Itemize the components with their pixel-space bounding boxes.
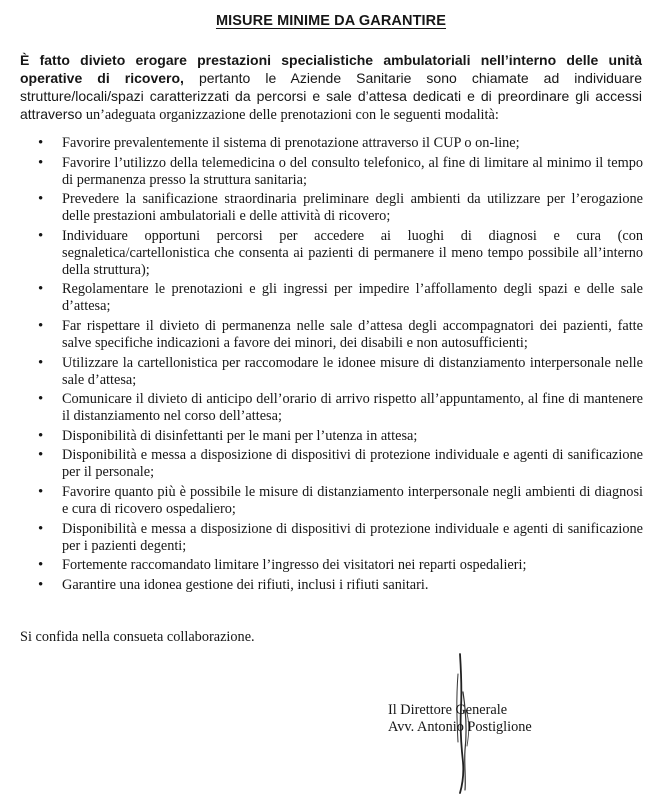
list-item: • Comunicare il divieto di anticipo dell’orario di arrivo rispetto all’appuntamento, al fine di mantenere il distanziamento nel corso dell’attesa;: [38, 391, 643, 425]
signatory-role: Il Direttore Generale: [388, 702, 508, 718]
closing-line: Si confida nella consueta collaborazione.: [20, 629, 255, 645]
list-item: • Favorire prevalentemente il sistema di prenotazione attraverso il CUP o on-line;: [38, 135, 643, 152]
intro-serif-text: un’adeguata organizzazione delle prenotazioni con le seguenti modalità:: [82, 107, 499, 123]
list-item: • Favorire l’utilizzo della telemedicina o del consulto telefonico, al fine di limitare al minimo il tempo di permanenza presso la struttura sanitaria;: [38, 155, 643, 189]
signatory-name: Avv. Antonio Postiglione: [388, 719, 532, 735]
document-title-text: MISURE MINIME DA GARANTIRE: [215, 13, 447, 29]
list-item: • Far rispettare il divieto di permanenza nelle sale d’attesa degli accompagnatori dei pazienti, fatte salve specifiche indicazioni a favore dei minori, dei disabili e non autosufficienti;: [38, 318, 643, 352]
list-item: • Garantire una idonea gestione dei rifiuti, inclusi i rifiuti sanitari.: [38, 577, 643, 594]
list-item: • Fortemente raccomandato limitare l’ingresso dei visitatori nei reparti ospedalieri;: [38, 557, 643, 574]
document-title: [0, 13, 662, 29]
list-item: • Regolamentare le prenotazioni e gli ingressi per impedire l’affollamento degli spazi e delle sale d’attesa;: [38, 281, 643, 315]
list-item: • Individuare opportuni percorsi per accedere ai luoghi di diagnosi e cura (con segnaletica/cartellonistica che consenta ai pazienti di permanere il meno tempo possibile all’interno della struttura);: [38, 228, 643, 279]
list-item: • Disponibilità di disinfettanti per le mani per l’utenza in attesa;: [38, 428, 643, 445]
intro-bold-text: È fatto divieto erogare prestazioni specialistiche ambulatoriali nell’interno delle unità operative di ricovero,: [20, 52, 642, 86]
list-item: • Disponibilità e messa a disposizione di dispositivi di protezione individuale e agenti di sanificazione per i pazienti degenti;: [38, 521, 643, 555]
intro-paragraph: [20, 52, 642, 124]
list-item: • Disponibilità e messa a disposizione di dispositivi di protezione individuale e agenti di sanificazione per il personale;: [38, 447, 643, 481]
intro-sans-text: pertanto le Aziende Sanitarie sono chiamate ad individuare strutture/locali/spazi caratterizzati da percorsi e sale d’attesa dedicati e di preordinare gli accessi attraverso: [20, 70, 642, 122]
list-item: • Utilizzare la cartellonistica per raccomodare le idonee misure di distanziamento interpersonale nelle sale d’attesa;: [38, 355, 643, 389]
signature-block: [388, 702, 532, 736]
list-item: • Prevedere la sanificazione straordinaria preliminare degli ambienti da utilizzare per l’erogazione delle prestazioni ambulatoriali e delle attività di ricovero;: [38, 191, 643, 225]
list-item: • Favorire quanto più è possibile le misure di distanziamento interpersonale negli ambienti di diagnosi e cura di ricovero ospedaliero;: [38, 484, 643, 518]
measures-list: [38, 135, 643, 596]
